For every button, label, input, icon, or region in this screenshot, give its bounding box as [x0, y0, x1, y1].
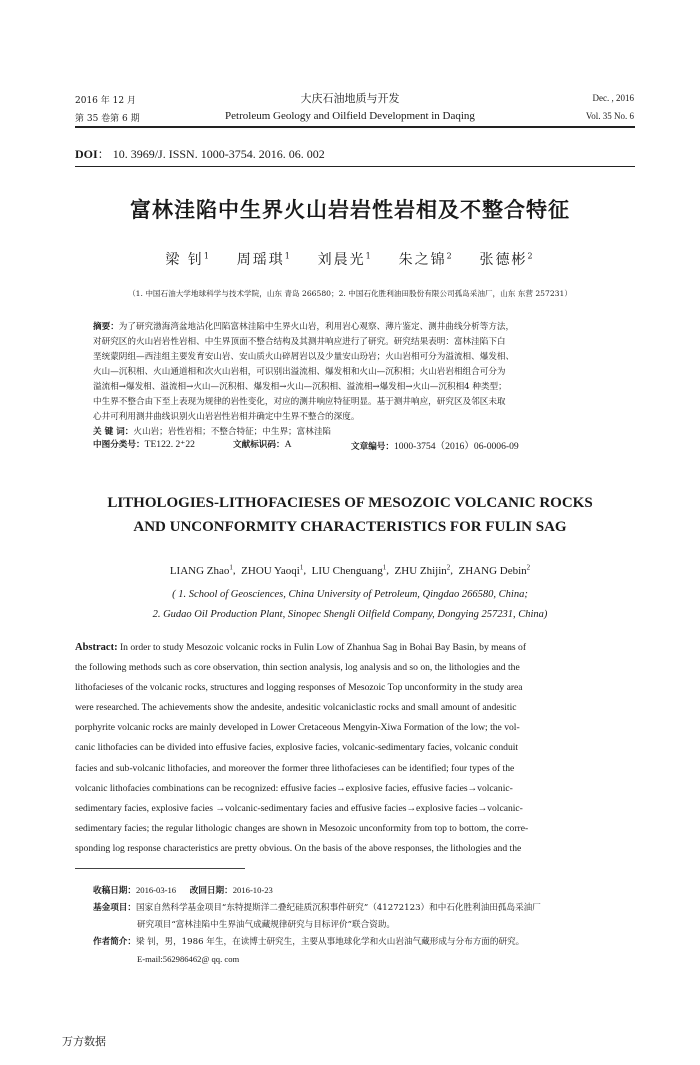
abstract-en-line: canic lithofacies can be divided into effusive facies, explosive facies, volcanic-sedimentary facies, volcanic conduit [75, 742, 519, 754]
authors-en: LIANG Zhao$^1$, ZHOU Yaoqi$^1$, LIU Chenguang$^1$, ZHU Zhijin$^2$, ZHANG Debin$^2$ [169, 563, 531, 577]
article-number-value: 1000-3754（2016）06-0006-09 [393, 441, 519, 452]
authors-cn [0, 249, 700, 269]
abstract-cn-line: 火山—沉积相、火山通道相和次火山岩相，可识别出溢流相、爆发相和火山—沉积相；火山岩岩相组合可分为 [93, 367, 506, 377]
clc-label: 中图分类号： [93, 440, 145, 450]
footnote-rule [75, 868, 245, 869]
watermark: 万方数据 [62, 1035, 106, 1048]
abstract-en-line: sedimentary facies; the regular lithologic changes are shown in Mesozoic unconformity from top to bottom, the corre- [75, 822, 529, 834]
keywords-cn-label: 关 键 词： [93, 427, 134, 437]
abstract-en-line: porphyrite volcanic rocks are mainly developed in Lower Cretaceous Mengyin-Xiwa Formation of the low; the vol- [75, 722, 520, 734]
abstract-en-line: sponding log response characteristics are pretty obvious. On the basis of the above responses, the lithologies and the [75, 842, 522, 854]
title-en [0, 491, 700, 539]
header-volume-en: Vol. 35 No. 6 [585, 111, 634, 121]
affiliation-en [0, 585, 700, 625]
fund-info [93, 900, 653, 917]
doc-code-value: A [284, 439, 292, 450]
abstract-cn-line: 垩统蒙阴组—西洼组主要发育安山岩、安山质火山碎屑岩以及少量安山玢岩；火山岩相可分为溢流相、爆发相、 [93, 352, 515, 362]
abstract-cn-line: 中生界不整合由下至上表现为规律的岩性变化，对应的测井响应特征明显。基于测井响应，研究区及邻区未取 [93, 397, 506, 407]
abstract-cn [93, 320, 633, 440]
abstract-en-line: volcanic lithofacies combinations can be recognized: effusive facies→explosive facies, effusive facies→volcanic- [75, 782, 513, 794]
header-journal-en: Petroleum Geology and Oilfield Development in Daqing [225, 110, 475, 122]
received-label: 收稿日期： [93, 886, 136, 896]
fund-line: 国家自然科学基金项目“东特提斯洋二叠纪硅质沉积事件研究”（41272123）和中石化胜利油田孤岛采油厂 [135, 903, 541, 913]
abstract-en-line: the following methods such as core observation, thin section analysis, log analysis and so on, the lithologies and the [75, 662, 520, 674]
abstract-cn-label: 摘要： [93, 322, 119, 332]
doc-code-label: 文献标识码： [233, 440, 285, 450]
fund-label: 基金项目： [93, 903, 136, 913]
received-value: 2016-03-16 [135, 885, 177, 895]
author-cn: 张德彬$^2$ [479, 251, 535, 268]
title-en-line: AND UNCONFORMITY CHARACTERISTICS FOR FULIN SAG [133, 519, 567, 535]
author-cn: 朱之锦$^2$ [398, 251, 454, 268]
doi-label: DOI [75, 147, 98, 161]
affiliation-en-line: 2. Gudao Oil Production Plant, Sinopec Shengli Oilfield Company, Dongying 257231, China) [152, 609, 548, 620]
header-volume-cn: 第 35 卷第 6 期 [75, 114, 140, 124]
abstract-en-line: lithofacieses of the volcanic rocks, structures and logging responses of Mesozoic Top unconformity in the study area [75, 682, 523, 694]
doi-rule [75, 166, 635, 167]
abstract-en-line: facies and sub-volcanic lithofacies, and moreover the former three lithofacieses can be identified; four types of the [75, 762, 515, 774]
author-cn: 周瑶琪$^1$ [236, 251, 292, 268]
author-en: ZHOU Yaoqi$^1$ [241, 563, 304, 577]
doi-line: DOI： 10. 3969/J. ISSN. 1000-3754. 2016. 06. 002 [75, 147, 325, 161]
revised-label: 改回日期： [189, 886, 233, 896]
author-bio-label: 作者简介： [93, 937, 136, 947]
abstract-cn-line: 为了研究渤海湾盆地沾化凹陷富林洼陷中生界火山岩，利用岩心观察、薄片鉴定、测井曲线分析等方法， [118, 322, 515, 332]
author-cn: 梁 钊$^1$ [165, 251, 211, 268]
abstract-en [75, 638, 635, 859]
header-date-en: Dec. , 2016 [592, 93, 634, 103]
doi-value: 10. 3969/J. ISSN. 1000-3754. 2016. 06. 002 [112, 147, 325, 161]
title-en-line: LITHOLOGIES-LITHOFACIESES OF MESOZOIC VOLCANIC ROCKS [107, 495, 593, 511]
affiliation-cn: （1. 中国石油大学地球科学与技术学院，山东 青岛 266580；2. 中国石化胜利油田股份有限公司孤岛采油厂，山东 东营 257231） [128, 289, 572, 298]
author-en: LIANG Zhao$^1$ [169, 563, 233, 577]
title-cn: 富林洼陷中生界火山岩岩性岩相及不整合特征 [130, 198, 570, 222]
abstract-cn-line: 溢流相→爆发相、溢流相→火山—沉积相、爆发相→火山—沉积相、溢流相→爆发相→火山—沉积相4 种类型； [93, 382, 507, 392]
header-rule [75, 126, 635, 128]
author-info [93, 934, 653, 951]
abstract-en-label: Abstract: [75, 642, 118, 653]
author-bio-line: 梁 钊，男，1986 年生，在读博士研究生，主要从事地球化学和火山岩油气藏形成与分布方面的研究。 [135, 937, 525, 947]
fund-line: 研究项目“富林洼陷中生界油气成藏规律研究与目标评价”联合资助。 [137, 920, 396, 930]
footnotes [93, 882, 653, 968]
affiliation-en-line: ( 1. School of Geosciences, China University of Petroleum, Qingdao 266580, China; [172, 589, 528, 600]
revised-value: 2016-10-23 [232, 885, 273, 895]
author-email: E-mail:562986462@ qq. com [137, 954, 240, 964]
author-en: ZHANG Debin$^2$ [458, 563, 531, 577]
abstract-cn-line: 心井可利用测井曲线识别火山岩岩性岩相并确定中生界不整合的深度。 [93, 412, 360, 422]
clc-value: TE122. 2⁺22 [144, 439, 195, 450]
abstract-cn-line: 对研究区的火山岩岩性岩相、中生界顶面不整合结构及其测井响应进行了研究。研究结果表明：富林洼陷下白 [93, 337, 506, 347]
received-dates [93, 882, 653, 900]
keywords-cn-value: 火山岩；岩性岩相；不整合特征；中生界；富林洼陷 [133, 427, 332, 437]
classification-line [93, 438, 633, 450]
author-en: ZHU Zhijin$^2$ [394, 563, 451, 577]
header-date-cn: 2016 年 12 月 [75, 96, 136, 106]
article-number-label: 文章编号： [351, 442, 394, 452]
abstract-en-line: In order to study Mesozoic volcanic rocks in Fulin Low of Zhanhua Sag in Bohai Bay Basin, by means of [119, 642, 527, 653]
author-en: LIU Chenguang$^1$ [311, 563, 387, 577]
abstract-en-line: were researched. The achievements show the andesite, andesitic volcaniclastic rocks and small amount of andesitic [75, 702, 517, 714]
abstract-en-line: sedimentary facies, explosive facies →volcanic-sedimentary facies and effusive facies→explosive facies→volcanic- [75, 802, 523, 814]
header-journal-cn: 大庆石油地质与开发 [300, 92, 400, 105]
author-cn: 刘晨光$^1$ [317, 251, 373, 268]
